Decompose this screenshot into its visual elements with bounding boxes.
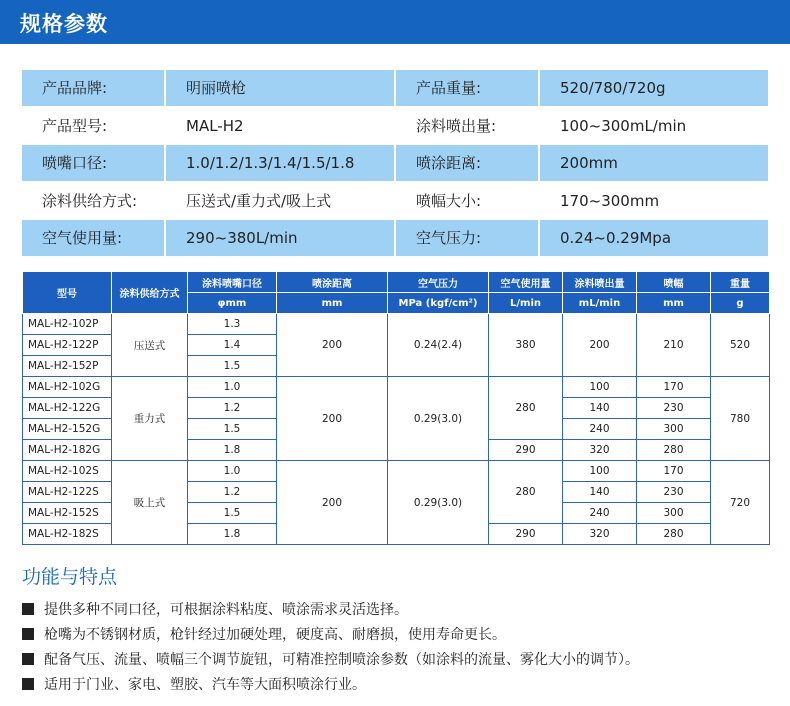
nozzle-cell: 1.0 xyxy=(188,377,277,398)
width-cell: 230 xyxy=(637,482,711,503)
output-cell: 200 xyxy=(563,314,637,377)
unit-width: mm xyxy=(637,293,711,314)
width-cell: 210 xyxy=(637,314,711,377)
model-cell: MAL-H2-152P xyxy=(23,356,112,377)
list-item xyxy=(22,648,639,673)
header-width: 喷幅 xyxy=(637,272,711,293)
features-title: 功能与特点 xyxy=(22,566,118,588)
spec-value: 170~300mm xyxy=(560,191,660,210)
weight-cell: 780 xyxy=(711,377,770,461)
square-bullet-icon xyxy=(22,653,34,665)
spec-value: 1.0/1.2/1.3/1.4/1.5/1.8 xyxy=(166,145,394,181)
unit-weight: g xyxy=(711,293,770,314)
nozzle-cell: 1.8 xyxy=(188,440,277,461)
table-row xyxy=(23,377,770,398)
unit-nozzle: φmm xyxy=(188,293,277,314)
spec-label: 空气压力: xyxy=(396,220,538,256)
air-cell: 280 xyxy=(489,377,563,440)
list-item xyxy=(22,623,639,648)
spec-summary xyxy=(22,70,768,258)
feature-text: 枪嘴为不锈钢材质，枪针经过加硬处理，硬度高、耐磨损，使用寿命更长。 xyxy=(44,627,506,643)
distance-cell: 200 xyxy=(277,314,388,377)
width-cell: 170 xyxy=(637,377,711,398)
nozzle-cell: 1.8 xyxy=(188,524,277,545)
output-cell: 320 xyxy=(563,524,637,545)
header-distance: 喷涂距离 xyxy=(277,272,388,293)
spec-label: 产品品牌: xyxy=(22,70,164,106)
spec-label: 空气使用量: xyxy=(22,220,164,256)
model-cell: MAL-H2-122G xyxy=(23,398,112,419)
supply-cell: 吸上式 xyxy=(112,461,188,545)
page-title: 规格参数 xyxy=(20,12,108,36)
nozzle-cell: 1.4 xyxy=(188,335,277,356)
output-cell: 100 xyxy=(563,377,637,398)
header-output: 涂料喷出量 xyxy=(563,272,637,293)
header-air: 空气使用量 xyxy=(489,272,563,293)
features-list xyxy=(22,598,639,698)
spec-row xyxy=(22,183,768,219)
width-cell: 280 xyxy=(637,440,711,461)
square-bullet-icon xyxy=(22,603,34,615)
model-cell: MAL-H2-152S xyxy=(23,503,112,524)
header-pressure: 空气压力 xyxy=(388,272,489,293)
spec-value: 压送式/重力式/吸上式 xyxy=(186,191,332,210)
spec-value: 明丽喷枪 xyxy=(166,70,394,106)
pressure-cell: 0.29(3.0) xyxy=(388,461,489,545)
header-weight: 重量 xyxy=(711,272,770,293)
spec-row xyxy=(22,145,768,181)
table-row xyxy=(23,461,770,482)
model-cell: MAL-H2-122P xyxy=(23,335,112,356)
nozzle-cell: 1.2 xyxy=(188,398,277,419)
feature-text: 配备气压、流量、喷幅三个调节旋钮，可精准控制喷涂参数（如涂料的流量、雾化大小的调节）。 xyxy=(44,652,639,668)
title-bar xyxy=(0,0,790,44)
model-spec-table xyxy=(22,271,770,545)
spec-row xyxy=(22,108,768,144)
spec-label: 涂料供给方式: xyxy=(42,191,138,210)
air-cell: 290 xyxy=(489,524,563,545)
output-cell: 320 xyxy=(563,440,637,461)
spec-label: 产品型号: xyxy=(42,116,108,135)
spec-label: 涂料喷出量: xyxy=(416,116,497,135)
width-cell: 170 xyxy=(637,461,711,482)
header-supply: 涂料供给方式 xyxy=(112,272,188,314)
model-cell: MAL-H2-182G xyxy=(23,440,112,461)
spec-value: 100~300mL/min xyxy=(560,116,687,135)
nozzle-cell: 1.5 xyxy=(188,356,277,377)
weight-cell: 720 xyxy=(711,461,770,545)
nozzle-cell: 1.5 xyxy=(188,419,277,440)
spec-label: 喷嘴口径: xyxy=(22,145,164,181)
model-cell: MAL-H2-102S xyxy=(23,461,112,482)
output-cell: 140 xyxy=(563,398,637,419)
spec-value: 290~380L/min xyxy=(166,220,394,256)
pressure-cell: 0.24(2.4) xyxy=(388,314,489,377)
unit-distance: mm xyxy=(277,293,388,314)
spec-value: 520/780/720g xyxy=(540,70,768,106)
spec-label: 喷涂距离: xyxy=(396,145,538,181)
output-cell: 140 xyxy=(563,482,637,503)
pressure-cell: 0.29(3.0) xyxy=(388,377,489,461)
output-cell: 100 xyxy=(563,461,637,482)
model-cell: MAL-H2-182S xyxy=(23,524,112,545)
list-item xyxy=(22,673,639,698)
spec-label: 喷幅大小: xyxy=(416,191,482,210)
output-cell: 240 xyxy=(563,503,637,524)
supply-cell: 重力式 xyxy=(112,377,188,461)
output-cell: 240 xyxy=(563,419,637,440)
model-cell: MAL-H2-102G xyxy=(23,377,112,398)
model-cell: MAL-H2-122S xyxy=(23,482,112,503)
width-cell: 230 xyxy=(637,398,711,419)
distance-cell: 200 xyxy=(277,461,388,545)
spec-value: 0.24~0.29Mpa xyxy=(540,220,768,256)
air-cell: 380 xyxy=(489,314,563,377)
nozzle-cell: 1.3 xyxy=(188,314,277,335)
weight-cell: 520 xyxy=(711,314,770,377)
feature-text: 提供多种不同口径，可根据涂料粘度、喷涂需求灵活选择。 xyxy=(44,602,408,618)
feature-text: 适用于门业、家电、塑胶、汽车等大面积喷涂行业。 xyxy=(44,677,366,693)
table-row xyxy=(23,314,770,335)
list-item xyxy=(22,598,639,623)
air-cell: 280 xyxy=(489,461,563,524)
spec-label: 产品重量: xyxy=(396,70,538,106)
width-cell: 280 xyxy=(637,524,711,545)
unit-air: L/min xyxy=(489,293,563,314)
square-bullet-icon xyxy=(22,628,34,640)
model-cell: MAL-H2-102P xyxy=(23,314,112,335)
nozzle-cell: 1.0 xyxy=(188,461,277,482)
model-cell: MAL-H2-152G xyxy=(23,419,112,440)
header-nozzle: 涂料喷嘴口径 xyxy=(188,272,277,293)
square-bullet-icon xyxy=(22,678,34,690)
nozzle-cell: 1.5 xyxy=(188,503,277,524)
unit-output: mL/min xyxy=(563,293,637,314)
air-cell: 290 xyxy=(489,440,563,461)
width-cell: 300 xyxy=(637,419,711,440)
width-cell: 300 xyxy=(637,503,711,524)
nozzle-cell: 1.2 xyxy=(188,482,277,503)
spec-value: MAL-H2 xyxy=(186,116,244,135)
header-model: 型号 xyxy=(23,272,112,314)
spec-value: 200mm xyxy=(540,145,768,181)
unit-pressure: MPa (kgf/cm²) xyxy=(388,293,489,314)
distance-cell: 200 xyxy=(277,377,388,461)
spec-row xyxy=(22,220,768,256)
supply-cell: 压送式 xyxy=(112,314,188,377)
spec-row xyxy=(22,70,768,106)
